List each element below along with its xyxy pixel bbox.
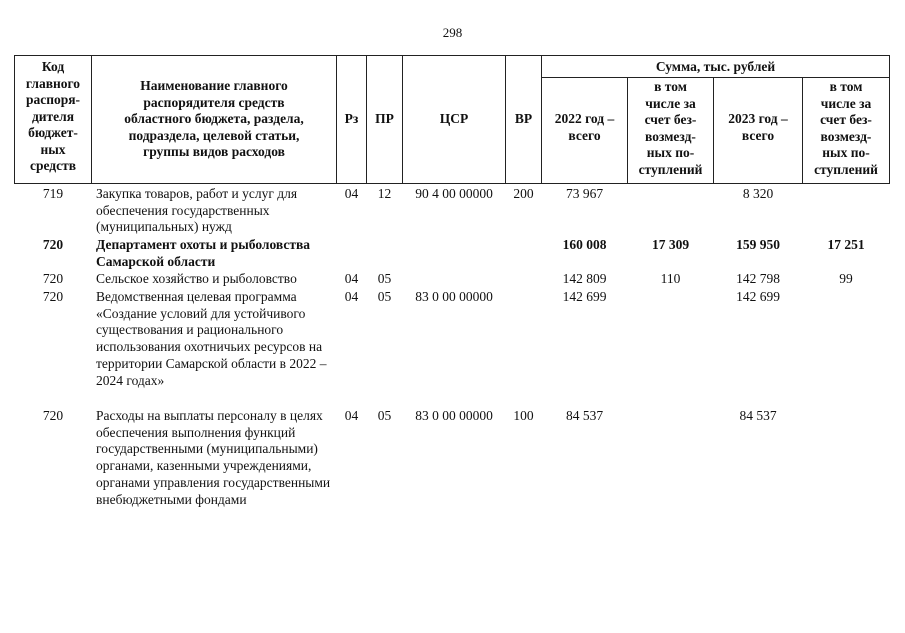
row-2022-free: 17 309 xyxy=(651,237,690,252)
row-name: Департамент охоты и рыболовства Самарской области xyxy=(96,237,311,269)
row-2022-total: 73 967 xyxy=(565,186,604,201)
row-rz: 04 xyxy=(344,289,359,304)
row-2022-total: 142 699 xyxy=(562,289,607,304)
header-rz: Рз xyxy=(344,111,359,126)
row-2023-total: 159 950 xyxy=(736,237,780,252)
row-code: 720 xyxy=(42,271,64,286)
header-csr: ЦСР xyxy=(439,111,469,126)
sum-group-divider xyxy=(541,77,890,78)
row-code: 720 xyxy=(42,408,64,423)
header-2023-free: в том числе за счет без- возмезд- ных по- ступлений xyxy=(814,79,878,177)
row-rz: 04 xyxy=(344,186,359,201)
row-name: Расходы на выплаты персоналу в целях обеспечения выполнения функций государственными (муниципальными) органами, казенными учреждениями, органами управления государственными внебюджетными фондами xyxy=(96,408,331,507)
header-sum-group: Сумма, тыс. рублей xyxy=(655,59,776,74)
row-2022-total: 84 537 xyxy=(565,408,604,423)
table-top-border xyxy=(14,55,890,56)
header-pr: ПР xyxy=(375,111,394,126)
row-2023-total: 84 537 xyxy=(739,408,777,423)
row-rz: 04 xyxy=(344,408,359,423)
row-code: 720 xyxy=(42,237,64,252)
header-2023-total: 2023 год – всего xyxy=(728,111,788,143)
row-2022-free: 110 xyxy=(660,271,681,286)
header-code: Код главного распоря- дителя бюджет- ных средств xyxy=(25,59,81,173)
col-line-right xyxy=(889,55,890,184)
row-csr: 83 0 00 00000 xyxy=(415,289,493,304)
row-code: 719 xyxy=(42,186,64,201)
row-code: 720 xyxy=(42,289,64,304)
row-vr: 100 xyxy=(513,408,534,423)
row-2023-total: 8 320 xyxy=(742,186,774,201)
header-2022-free: в том числе за счет без- возмезд- ных по- ступлений xyxy=(638,79,703,177)
row-csr: 90 4 00 00000 xyxy=(415,186,493,201)
row-2022-total: 142 809 xyxy=(562,271,607,286)
row-name: Сельское хозяйство и рыболовство xyxy=(96,271,297,286)
header-name: Наименование главного распорядителя средств областного бюджета, раздела, подраздела, целевой статьи, группы видов расходов xyxy=(124,78,304,159)
row-rz: 04 xyxy=(344,271,359,286)
row-2022-total: 160 008 xyxy=(562,237,607,252)
row-pr: 05 xyxy=(377,289,392,304)
row-2023-total: 142 798 xyxy=(736,271,780,286)
row-2023-free: 17 251 xyxy=(827,237,865,252)
row-csr: 83 0 00 00000 xyxy=(415,408,493,423)
row-2023-total: 142 699 xyxy=(736,289,780,304)
row-2023-free: 99 xyxy=(839,271,853,286)
row-name: Ведомственная целевая программа «Создание условий для устойчивого существования и рационального использования охотничьих ресурсов на территории Самарской области в 2022 – 2024 годах» xyxy=(96,289,327,388)
row-name: Закупка товаров, работ и услуг для обеспечения государственных (муниципальных) нужд xyxy=(96,186,298,235)
header-2022-total: 2022 год – всего xyxy=(554,111,615,143)
row-pr: 05 xyxy=(377,271,392,286)
row-vr: 200 xyxy=(513,186,534,201)
row-pr: 12 xyxy=(377,186,392,201)
page-number: 298 xyxy=(442,25,463,40)
header-bottom-border xyxy=(14,183,890,184)
row-pr: 05 xyxy=(377,408,392,423)
header-vr: ВР xyxy=(514,111,533,126)
